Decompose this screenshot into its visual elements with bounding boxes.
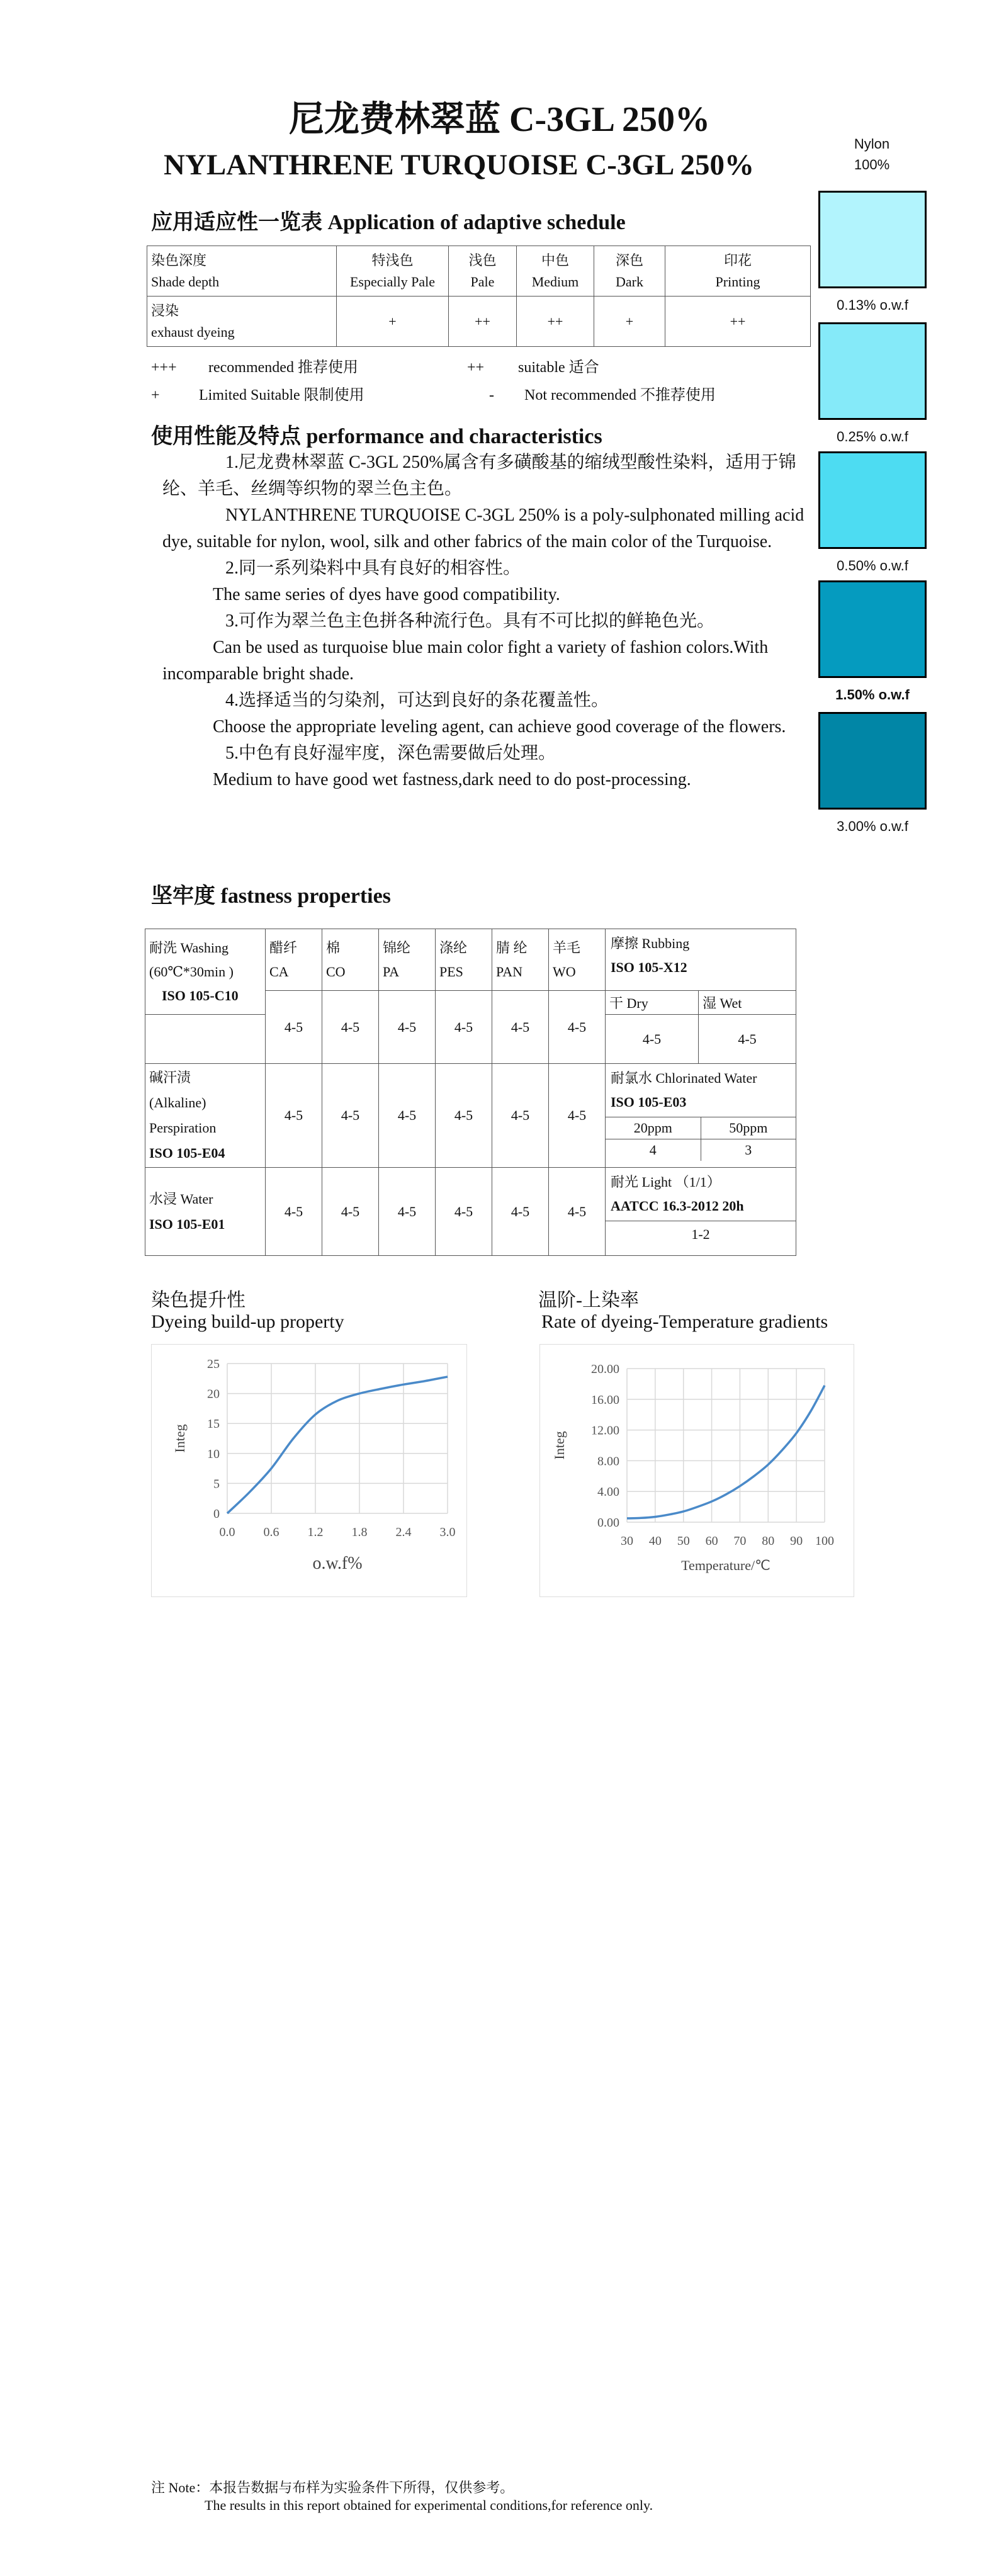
washing-condition: (60℃*30min )	[149, 963, 234, 980]
especially-pale-en: Especially Pale	[349, 273, 435, 290]
fiber-pan-cn: 腈 纶	[496, 939, 528, 956]
rating-pale: ++	[449, 297, 517, 347]
water-pa: 4-5	[379, 1168, 436, 1256]
water-label-cell	[145, 1168, 266, 1256]
swatch-label: 0.25% o.w.f	[837, 429, 908, 444]
y-tick-label: 4.00	[597, 1485, 619, 1500]
x-tick-label: 40	[648, 1534, 662, 1548]
shade-depth-cn: 染色深度	[151, 252, 207, 268]
rub-wet-label: 湿 Wet	[699, 991, 796, 1015]
printing-en: Printing	[715, 273, 760, 290]
persp-label-en: Perspiration	[149, 1120, 217, 1136]
y-tick-label: 20.00	[591, 1362, 619, 1376]
chlor-50ppm-label: 50ppm	[729, 1120, 768, 1136]
adaptive-heading: 应用适应性一览表 Application of adaptive schedule	[151, 211, 626, 234]
x-tick-label: 100	[815, 1534, 834, 1548]
color-swatch	[818, 712, 927, 810]
light-cell	[606, 1168, 796, 1256]
p5-en: Medium to have good wet fastness,dark need to do post-processing.	[213, 770, 691, 789]
washing-standard: ISO 105-C10	[162, 987, 239, 1003]
dark-en: Dark	[616, 273, 643, 290]
title-english: NYLANTHRENE TURQUOISE C-3GL 250%	[164, 149, 754, 181]
water-standard: ISO 105-E01	[149, 1216, 225, 1232]
temperature-chart-frame	[539, 1344, 854, 1597]
persp-co: 4-5	[322, 1064, 379, 1168]
pale-en: Pale	[470, 273, 495, 290]
water-wo: 4-5	[549, 1168, 606, 1256]
x-tick-label: 60	[705, 1534, 718, 1548]
fiber-co-en: CO	[326, 963, 346, 980]
legend-line-2	[151, 382, 716, 404]
washing-pes: 4-5	[436, 991, 492, 1064]
fastness-heading: 坚牢度 fastness properties	[151, 884, 391, 908]
x-tick-label: 30	[621, 1534, 633, 1548]
p3-en: Can be used as turquoise blue main color fight a variety of fashion colors.With incomparable bright shade.	[162, 638, 769, 684]
chlorinated-cell	[606, 1064, 796, 1168]
buildup-title-en: Dyeing build-up property	[151, 1311, 344, 1332]
water-ca: 4-5	[266, 1168, 322, 1256]
exhaust-dyeing-en: exhaust dyeing	[151, 324, 235, 340]
legend-text-recommended: recommended 推荐使用	[208, 359, 358, 376]
dark-header	[594, 246, 665, 297]
fiber-ca	[266, 929, 322, 991]
x-tick-label: 1.2	[307, 1525, 324, 1539]
exhaust-dyeing-row	[147, 297, 811, 347]
adaptive-table	[147, 246, 811, 347]
rating-dark: +	[594, 297, 665, 347]
chlorinated-label: 耐氯水 Chlorinated Water	[611, 1070, 757, 1086]
medium-header	[517, 246, 594, 297]
x-tick-label: 3.0	[439, 1525, 456, 1539]
water-label: 水浸 Water	[149, 1190, 213, 1207]
light-value: 1-2	[606, 1221, 796, 1248]
fiber-wo	[549, 929, 606, 991]
printing-cn: 印花	[723, 252, 752, 268]
fiber-co	[322, 929, 379, 991]
footer-note-cn: 注 Note：本报告数据与布样为实验条件下所得，仅供参考。	[151, 2480, 514, 2495]
rubbing-label: 摩擦 Rubbing	[611, 935, 690, 951]
rating-printing: ++	[665, 297, 811, 347]
chlor-50ppm-value: 3	[745, 1142, 752, 1158]
fiber-pes-en: PES	[439, 963, 463, 980]
washing-label-cell	[145, 929, 266, 1015]
legend-sym-recommended: +++	[151, 359, 177, 376]
especially-pale-header	[337, 246, 449, 297]
rub-wet-value: 4-5	[699, 1015, 796, 1064]
series-line	[627, 1386, 825, 1518]
fiber-wo-cn: 羊毛	[553, 939, 581, 956]
water-pes: 4-5	[436, 1168, 492, 1256]
swatch-label: 0.50% o.w.f	[837, 558, 908, 573]
x-tick-label: 2.4	[395, 1525, 412, 1539]
rating-especially-pale: +	[337, 297, 449, 347]
swatch-label: 3.00% o.w.f	[837, 818, 908, 834]
performance-body	[162, 449, 811, 793]
medium-cn: 中色	[541, 252, 569, 268]
washing-label-spacer	[145, 1015, 266, 1064]
y-tick-label: 12.00	[591, 1423, 619, 1438]
washing-label: 耐洗 Washing	[149, 939, 229, 956]
legend-sym-suitable: ++	[467, 359, 485, 376]
washing-wo: 4-5	[549, 991, 606, 1064]
p4-cn: 4.选择适当的匀染剂，可达到良好的条花覆盖性。	[225, 691, 609, 710]
rating-medium: ++	[517, 297, 594, 347]
footer-note-en: The results in this report obtained for experimental conditions,for reference only.	[205, 2497, 653, 2513]
fiber-ca-en: CA	[269, 963, 289, 980]
persp-alkaline: (Alkaline)	[149, 1095, 206, 1110]
swatch-label: 1.50% o.w.f	[835, 687, 910, 703]
y-axis-label: Integ	[551, 1431, 567, 1460]
washing-header-row	[145, 929, 796, 991]
water-pan: 4-5	[492, 1168, 549, 1256]
printing-header	[665, 246, 811, 297]
x-tick-label: 70	[733, 1534, 747, 1548]
chlorinated-standard: ISO 105-E03	[611, 1094, 687, 1110]
p2-cn: 2.同一系列染料中具有良好的相容性。	[225, 558, 521, 578]
y-tick-label: 10	[207, 1447, 220, 1461]
y-tick-label: 20	[207, 1387, 220, 1401]
chlorinated-sub-values	[606, 1139, 796, 1161]
p2-en: The same series of dyes have good compatibility.	[213, 585, 560, 604]
persp-standard: ISO 105-E04	[149, 1145, 225, 1161]
light-standard: AATCC 16.3-2012 20h	[611, 1198, 744, 1214]
y-tick-label: 0.00	[597, 1516, 619, 1530]
color-swatch	[818, 191, 927, 288]
fiber-pes	[436, 929, 492, 991]
legend-sym-not-recommended: -	[489, 387, 494, 404]
legend-sym-limited: +	[151, 387, 160, 404]
light-head	[606, 1168, 796, 1221]
persp-pan: 4-5	[492, 1064, 549, 1168]
washing-ca: 4-5	[266, 991, 322, 1064]
buildup-chart-frame	[151, 1344, 467, 1597]
temperature-chart	[540, 1345, 854, 1596]
p1-en: NYLANTHRENE TURQUOISE C-3GL 250% is a poly-sulphonated milling acid dye, suitable for nylon, wool, silk and other fabrics of the main color of the Turquoise.	[162, 506, 804, 551]
chlor-20ppm-label: 20ppm	[606, 1117, 701, 1139]
fiber-pan-en: PAN	[496, 963, 522, 980]
shade-depth-en: Shade depth	[151, 273, 220, 290]
x-tick-label: 80	[762, 1534, 775, 1548]
swatch-header	[837, 133, 906, 175]
persp-label-cn: 碱汗渍	[149, 1070, 191, 1085]
legend-text-limited: Limited Suitable 限制使用	[199, 387, 364, 404]
fiber-pan	[492, 929, 549, 991]
y-tick-label: 16.00	[591, 1393, 619, 1407]
persp-pa: 4-5	[379, 1064, 436, 1168]
temp-title-cn: 温阶-上染率	[538, 1290, 639, 1311]
legend-text-suitable: suitable 适合	[518, 359, 599, 376]
buildup-title-cn: 染色提升性	[151, 1290, 246, 1311]
rub-dry-value: 4-5	[606, 1015, 699, 1064]
color-swatch	[818, 580, 927, 678]
p3-cn: 3.可作为翠兰色主色拼各种流行色。具有不可比拟的鲜艳色光。	[225, 611, 715, 631]
x-tick-label: 50	[677, 1534, 690, 1548]
fiber-ca-cn: 醋纤	[269, 939, 298, 956]
fiber-pa	[379, 929, 436, 991]
x-axis-label: Temperature/℃	[681, 1557, 770, 1573]
washing-pan: 4-5	[492, 991, 549, 1064]
fastness-table	[145, 929, 796, 1256]
y-tick-label: 5	[213, 1477, 220, 1491]
perspiration-row	[145, 1064, 796, 1168]
y-tick-label: 25	[207, 1357, 220, 1371]
pale-cn: 浅色	[468, 252, 497, 268]
fiber-wo-en: WO	[553, 963, 576, 980]
x-tick-label: 90	[790, 1534, 803, 1548]
dark-cn: 深色	[615, 252, 643, 268]
water-co: 4-5	[322, 1168, 379, 1256]
p5-cn: 5.中色有良好湿牢度，深色需要做后处理。	[225, 743, 556, 763]
performance-heading: 使用性能及特点 performance and characteristics	[151, 425, 602, 448]
y-tick-label: 8.00	[597, 1454, 619, 1469]
perspiration-label-cell	[145, 1064, 266, 1168]
persp-wo: 4-5	[549, 1064, 606, 1168]
chlor-20ppm-value: 4	[606, 1139, 701, 1161]
legend-text-not-recommended: Not recommended 不推荐使用	[524, 387, 716, 404]
y-axis-label: Integ	[172, 1424, 188, 1453]
shade-depth-cell	[147, 246, 337, 297]
fiber-pa-cn: 锦纶	[383, 939, 411, 956]
y-tick-label: 0	[213, 1507, 220, 1521]
x-tick-label: 0.6	[263, 1525, 279, 1539]
washing-co: 4-5	[322, 991, 379, 1064]
medium-en: Medium	[531, 273, 579, 290]
color-swatch	[818, 322, 927, 420]
persp-ca: 4-5	[266, 1064, 322, 1168]
adaptive-header-row	[147, 246, 811, 297]
p1-cn: 1.尼龙费林翠蓝 C-3GL 250%属含有多磺酸基的缩绒型酸性染料，适用于锦纶、羊毛、丝绸等织物的翠兰色主色。	[162, 453, 796, 499]
x-axis-label: o.w.f%	[312, 1554, 363, 1573]
rubbing-cell	[606, 929, 796, 991]
swatch-header-fiber: Nylon	[854, 136, 890, 152]
rubbing-head	[606, 929, 796, 980]
exhaust-dyeing-cn: 浸染	[151, 302, 179, 319]
legend-line-1	[151, 354, 599, 376]
exhaust-dyeing-label	[147, 297, 337, 347]
chlorinated-head	[606, 1064, 796, 1117]
washing-pa: 4-5	[379, 991, 436, 1064]
rubbing-standard: ISO 105-X12	[611, 959, 687, 975]
chlorinated-sub-labels	[606, 1117, 796, 1139]
color-swatch	[818, 451, 927, 549]
y-tick-label: 15	[207, 1417, 220, 1432]
buildup-chart	[152, 1345, 466, 1596]
series-line	[227, 1377, 448, 1513]
rub-dry-label: 干 Dry	[606, 991, 699, 1015]
temp-title-en: Rate of dyeing-Temperature gradients	[541, 1311, 828, 1332]
swatch-header-percent: 100%	[854, 157, 890, 172]
swatch-label: 0.13% o.w.f	[837, 297, 908, 313]
fiber-co-cn: 棉	[326, 939, 341, 956]
water-row	[145, 1168, 796, 1256]
persp-pes: 4-5	[436, 1064, 492, 1168]
light-label: 耐光 Light （1/1）	[611, 1174, 721, 1190]
pale-header	[449, 246, 517, 297]
fiber-pa-en: PA	[383, 963, 400, 980]
fiber-pes-cn: 涤纶	[439, 939, 468, 956]
especially-pale-cn: 特浅色	[371, 252, 414, 268]
title-chinese: 尼龙费林翠蓝 C-3GL 250%	[289, 100, 710, 139]
p4-en: Choose the appropriate leveling agent, can achieve good coverage of the flowers.	[213, 717, 786, 737]
x-tick-label: 1.8	[351, 1525, 368, 1539]
x-tick-label: 0.0	[219, 1525, 235, 1539]
